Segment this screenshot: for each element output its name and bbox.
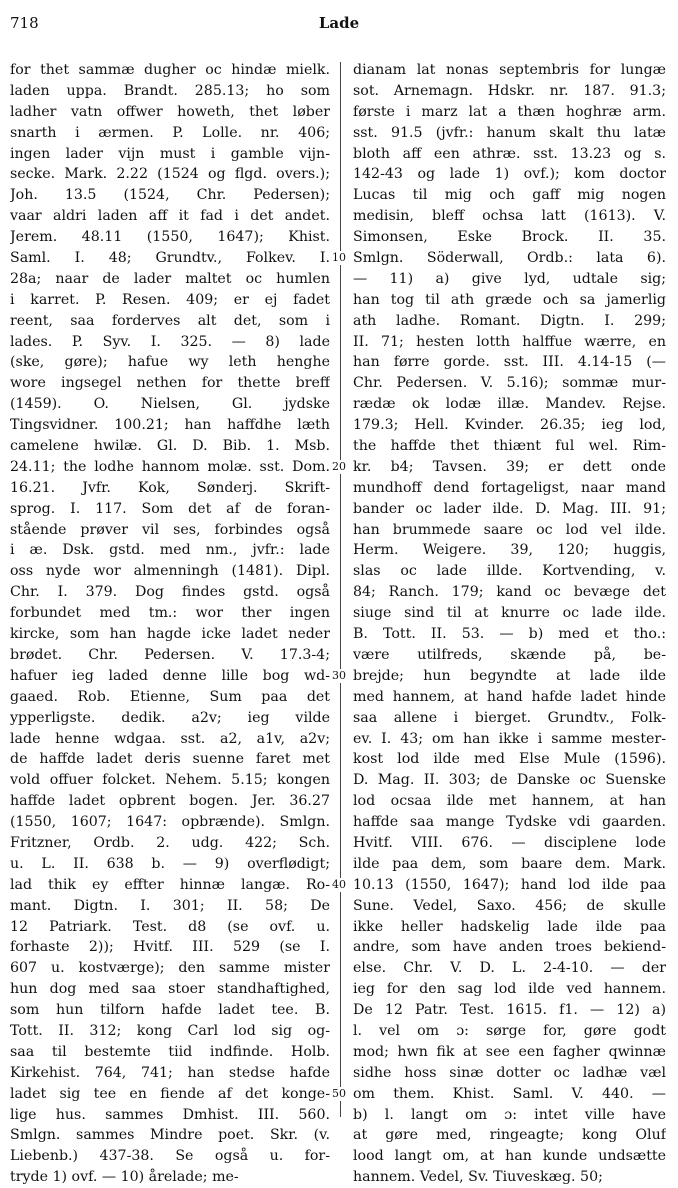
- text-line: vold offuer folcket. Nehem. 5.15; kongen: [10, 772, 330, 789]
- text-line: dianam lat nonas septembris for lungæ: [353, 62, 666, 78]
- line-number: 30: [332, 669, 346, 683]
- text-line: Sune. Vedel, Saxo. 456; de skulle: [353, 897, 666, 914]
- line-number: 20: [332, 460, 346, 474]
- text-line: — 11) a) give lyd, udtale sig;: [353, 270, 666, 287]
- text-line: ladet sig tee en fiende af det konge-: [10, 1085, 330, 1102]
- text-line: ev. I. 43; om han ikke i samme mester-: [353, 730, 666, 747]
- text-line: else. Chr. V. D. L. 2-4-10. — der: [353, 960, 666, 977]
- text-line: Kirkehist. 764, 741; han stedse hafde: [10, 1064, 330, 1081]
- text-line: 24.11; the lodhe hannom molæ. sst. Dom.: [10, 458, 330, 475]
- line-number: 40: [332, 878, 346, 892]
- text-line: hafuer ieg laded denne lille bog wd-: [10, 667, 330, 684]
- text-line: lade henne wdgaa. sst. a2, a1v, a2v;: [10, 730, 330, 747]
- text-line: som hun tilforn hafde ladet tee. B.: [10, 1002, 330, 1019]
- text-line: ilde paa dem, som baare dem. Mark.: [353, 855, 666, 872]
- text-line: mundhoff dend fortageligst, naar mand: [353, 479, 666, 496]
- text-line: hun dog med saa stoer standhaftighed,: [10, 981, 330, 998]
- text-line: lige hus. sammes Dmhist. III. 560.: [10, 1106, 330, 1123]
- text-line: Simonsen, Eske Brock. II. 35.: [353, 229, 666, 246]
- text-line: De 12 Patr. Test. 1615. f1. — 12) a): [353, 1002, 666, 1019]
- text-line: ingen lader vijn must i gamble vijn-: [10, 145, 330, 162]
- text-line: Herm. Weigere. 39, 120; huggis,: [353, 542, 666, 559]
- text-line: 179.3; Hell. Kvinder. 26.35; ieg lod,: [353, 417, 666, 434]
- text-line: 142-43 og lade 1) ovf.); kom doctor: [353, 166, 666, 183]
- text-line: i karret. P. Resen. 409; er ej fadet: [10, 291, 330, 308]
- text-line: Smlgn. Söderwall, Ordb.: lata 6).: [353, 250, 666, 267]
- text-line: ladher vatn offwer howeth, thet løber: [10, 103, 330, 120]
- text-line: om them. Khist. Saml. V. 440. —: [353, 1085, 666, 1102]
- text-line: kircke, som han hagde icke ladet neder: [10, 626, 330, 643]
- text-line: haffde saa mange Tydske vdi gaarden.: [353, 814, 666, 831]
- text-line: snarth i ærmen. P. Lolle. nr. 406;: [10, 124, 330, 141]
- text-line: hannem. Vedel, Sv. Tiuveskæg. 50;: [353, 1169, 603, 1186]
- text-line: (ske, gøre); hafue wy leth henghe: [10, 354, 330, 371]
- text-line: brødet. Chr. Pedersen. V. 17.3-4;: [10, 646, 330, 663]
- text-line: Saml. I. 48; Grundtv., Folkev. I.: [10, 250, 330, 267]
- text-line: sot. Arnemagn. Hdskr. nr. 187. 91.3;: [353, 82, 666, 99]
- text-line: ieg for den sag lod ilde ved hannem.: [353, 981, 666, 998]
- text-line: stående prøver vil ses, forbindes også: [10, 521, 330, 538]
- text-line: mod; hwn fik at see een fagher qwinnæ: [353, 1043, 666, 1060]
- text-line: secke. Mark. 2.22 (1524 og flgd. overs.);: [10, 166, 330, 183]
- text-line: han brummede saare oc lod vel ilde.: [353, 521, 666, 538]
- text-line: Tingsvidner. 100.21; han haffdhe læth: [10, 417, 330, 434]
- column-divider: [340, 62, 341, 1117]
- text-line: lades. P. Syv. I. 325. — 8) lade: [10, 333, 330, 350]
- text-line: kr. b4; Tavsen. 39; er dett onde: [353, 458, 666, 475]
- text-line: 607 u. kostværge); den samme mister: [10, 960, 330, 977]
- text-line: rædæ ok lodæ illæ. Mandev. Rejse.: [353, 396, 666, 413]
- text-line: forhaste 2)); Hvitf. III. 529 (se I.: [10, 939, 330, 956]
- text-line: 28a; naar de lader maltet oc humlen: [10, 270, 330, 287]
- text-line: for thet sammæ dugher oc hindæ mielk.: [10, 62, 330, 78]
- text-line: saa til bestemte tiid indfinde. Holb.: [10, 1043, 330, 1060]
- text-line: reent, saa forderves alt det, som i: [10, 312, 330, 329]
- text-line: bander oc lader ilde. D. Mag. III. 91;: [353, 500, 666, 517]
- text-line: 12 Patriark. Test. d8 (se ovf. u.: [10, 918, 330, 935]
- text-line: II. 71; hesten lotth halffue wærre, en: [353, 333, 666, 350]
- text-line: Lucas til mig och gaff mig nogen: [353, 187, 666, 204]
- text-line: vaar aldri laden aff it fad i det andet.: [10, 208, 330, 225]
- text-line: mant. Digtn. I. 301; II. 58; De: [10, 897, 330, 914]
- text-line: laden uppa. Brandt. 285.13; ho som: [10, 82, 330, 99]
- text-line: gaaed. Rob. Etienne, Sum paa det: [10, 688, 330, 705]
- text-line: Hvitf. VIII. 676. — disciplene lode: [353, 834, 666, 851]
- text-line: b) l. langt om ɔ: intet ville have: [353, 1106, 666, 1123]
- text-line: sst. 91.5 (jvfr.: hanum skalt thu latæ: [353, 124, 666, 141]
- text-line: camelene hwilæ. Gl. D. Bib. 1. Msb.: [10, 438, 330, 455]
- text-line: lod ocsaa ilde met hannem, at han: [353, 793, 666, 810]
- line-number: 50: [332, 1087, 346, 1101]
- page-header: [0, 0, 678, 44]
- text-line: (1550, 1607; 1647: opbrænde). Smlgn.: [10, 814, 330, 831]
- text-line: sidhe hoss sinæ dotter oc ladhæ væl: [353, 1064, 666, 1081]
- text-line: 84; Ranch. 179; kand oc bevæge det: [353, 584, 666, 601]
- text-line: Liebenb.) 437-38. Se også u. for-: [10, 1148, 330, 1165]
- text-line: Chr. Pedersen. V. 5.16); sommæ mur-: [353, 375, 666, 392]
- text-line: med hannem, at hand hafde ladet hinde: [353, 688, 666, 705]
- text-line: Jerem. 48.11 (1550, 1647); Khist.: [10, 229, 330, 246]
- text-line: l. vel om ɔ: sørge for, gøre godt: [353, 1022, 666, 1039]
- text-line: (1459). O. Nielsen, Gl. jydske: [10, 396, 330, 413]
- text-line: the haffde thet thiænt ful wel. Rim-: [353, 438, 666, 455]
- text-line: bloth aff een athræ. sst. 13.23 og s.: [353, 145, 666, 162]
- text-line: første i marz lat a thæn hoghræ arm.: [353, 103, 666, 120]
- text-line: forbundet med tm.: wor ther ingen: [10, 605, 330, 622]
- text-line: saa allene i bierget. Grundtv., Folk-: [353, 709, 666, 726]
- line-number: 10: [332, 251, 346, 265]
- text-line: at gøre med, ringeagte; kong Oluf: [353, 1127, 666, 1144]
- text-line: D. Mag. II. 303; de Danske oc Suenske: [353, 772, 666, 789]
- text-line: ikke heller hadskelig lade ilde paa: [353, 918, 666, 935]
- text-line: være utilfreds, skænde på, be-: [353, 646, 666, 663]
- text-line: ath ladhe. Romant. Digtn. I. 299;: [353, 312, 666, 329]
- text-line: 10.13 (1550, 1647); hand lod ilde paa: [353, 876, 666, 893]
- text-line: han tog til ath græde och sa jamerlig: [353, 291, 666, 308]
- text-line: haffde ladet opbrent bogen. Jer. 36.27: [10, 793, 330, 810]
- text-line: de haffde ladet deris suenne faret met: [10, 751, 330, 768]
- text-line: han førre gorde. sst. III. 4.14-15 (—: [353, 354, 666, 371]
- text-line: Fritzner, Ordb. 2. udg. 422; Sch.: [10, 834, 330, 851]
- text-line: slas oc lade illde. Kortvending, v.: [353, 563, 666, 580]
- text-line: i æ. Dsk. gstd. med nm., jvfr.: lade: [10, 542, 330, 559]
- text-line: andre, som have anden troes bekiend-: [353, 939, 666, 956]
- text-line: 16.21. Jvfr. Kok, Sønderj. Skrift-: [10, 479, 330, 496]
- text-line: brejde; hun begyndte at lade ilde: [353, 667, 666, 684]
- text-line: u. L. II. 638 b. — 9) overflødigt;: [10, 855, 330, 872]
- text-line: lood langt om, at han kunde undsætte: [353, 1148, 666, 1165]
- text-line: Smlgn. sammes Mindre poet. Skr. (v.: [10, 1127, 330, 1144]
- text-line: Chr. I. 379. Dog findes gstd. også: [10, 584, 330, 601]
- text-line: medisin, bleff ochsa latt (1613). V.: [353, 208, 666, 225]
- text-line: B. Tott. II. 53. — b) med et tho.:: [353, 626, 666, 643]
- text-line: Joh. 13.5 (1524, Chr. Pedersen);: [10, 187, 330, 204]
- text-line: ypperligste. dedik. a2v; ieg vilde: [10, 709, 330, 726]
- page-number: 718: [10, 14, 39, 32]
- text-line: oss nyde wor almenningh (1481). Dipl.: [10, 563, 330, 580]
- text-line: sprog. I. 117. Som det af de foran-: [10, 500, 330, 517]
- text-line: Tott. II. 312; kong Carl lod sig og-: [10, 1022, 330, 1039]
- text-line: kost lod ilde med Else Mule (1596).: [353, 751, 666, 768]
- right-column: [353, 60, 666, 1188]
- running-title: Lade: [318, 14, 360, 32]
- text-line: lad thik ey effter hinnæ langæ. Ro-: [10, 876, 330, 893]
- text-line: tryde 1) ovf. — 10) årelade; me-: [10, 1169, 239, 1186]
- text-line: siuge sind til at knurre oc lade ilde.: [353, 605, 666, 622]
- left-column: [10, 60, 330, 1188]
- text-line: wore ingsegel nethen for thette breff: [10, 375, 330, 392]
